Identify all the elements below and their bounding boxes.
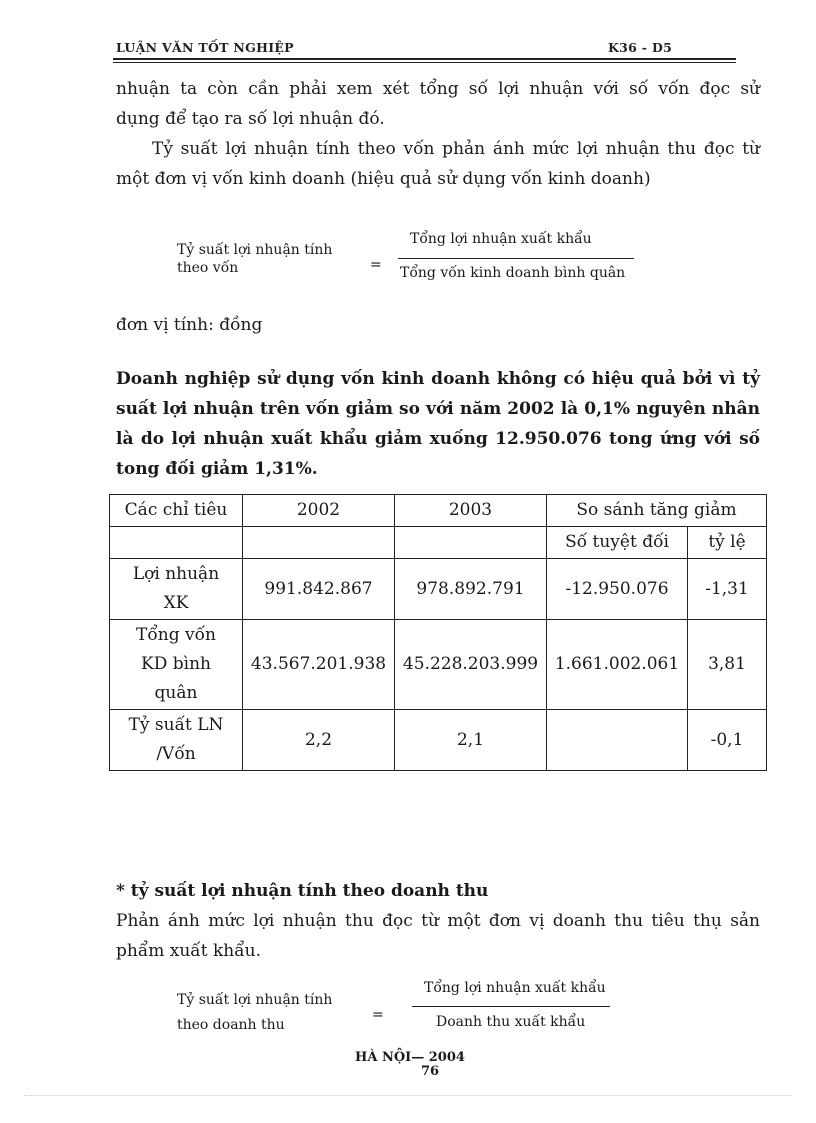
paragraph-line: Phản ánh mức lợi nhuận thu đọc từ một đơn vị doanh thu tiêu thụ sản (116, 911, 760, 931)
header-2003: 2003 (395, 495, 547, 527)
formula-label: Tỷ suất lợi nhuận tính (177, 242, 333, 258)
header-2002: 2002 (243, 495, 395, 527)
row-label: Tổng vốn KD bình quân (110, 620, 243, 710)
formula-numerator: Tổng lợi nhuận xuất khẩu (410, 231, 592, 247)
cell-absolute: -12.950.076 (547, 559, 688, 620)
empty-cell (110, 527, 243, 559)
header-title: LUẬN VĂN TỐT NGHIỆP (116, 40, 294, 55)
paragraph-line: Tỷ suất lợi nhuận tính theo vốn phản ánh mức lợi nhuận thu đọc từ (152, 139, 760, 159)
footer-place-year: HÀ NỘI— 2004 (355, 1050, 465, 1065)
formula-denominator: Tổng vốn kinh doanh bình quân (400, 265, 626, 281)
header-absolute: Số tuyệt đối (547, 527, 688, 559)
formula-numerator: Tổng lợi nhuận xuất khẩu (424, 980, 606, 996)
table-subheader-row (110, 527, 767, 559)
header-comparison: So sánh tăng giảm (547, 495, 767, 527)
table-header-row (110, 495, 767, 527)
fraction-line (412, 1006, 610, 1007)
header-ratio: tỷ lệ (688, 527, 767, 559)
bold-paragraph-line: Doanh nghiệp sử dụng vốn kinh doanh không có hiệu quả bởi vì tỷ (116, 369, 760, 389)
paragraph-line: dụng để tạo ra số lợi nhuận đó. (116, 109, 385, 129)
paragraph-line: một đơn vị vốn kinh doanh (hiệu quả sử dụng vốn kinh doanh) (116, 169, 651, 189)
cell-2002: 2,2 (243, 710, 395, 771)
cell-ratio: -0,1 (688, 710, 767, 771)
formula-label: theo vốn (177, 260, 239, 276)
cell-2003: 45.228.203.999 (395, 620, 547, 710)
equals-sign: = (370, 257, 382, 273)
page-bottom-border (24, 1095, 792, 1096)
empty-cell (395, 527, 547, 559)
header-rule-thin (113, 62, 736, 63)
cell-2003: 2,1 (395, 710, 547, 771)
cell-2002: 991.842.867 (243, 559, 395, 620)
table-row (110, 559, 767, 620)
cell-2002: 43.567.201.938 (243, 620, 395, 710)
formula-label: Tỷ suất lợi nhuận tính (177, 992, 333, 1008)
cell-2003: 978.892.791 (395, 559, 547, 620)
unit-note: đơn vị tính: đồng (116, 315, 263, 335)
row-label: Lợi nhuận XK (110, 559, 243, 620)
section-heading: * tỷ suất lợi nhuận tính theo doanh thu (116, 881, 489, 901)
empty-cell (243, 527, 395, 559)
cell-ratio: -1,31 (688, 559, 767, 620)
page-number: 76 (420, 1064, 440, 1079)
bold-paragraph-line: tong đối giảm 1,31%. (116, 459, 318, 479)
cell-absolute: 1.661.002.061 (547, 620, 688, 710)
fraction-line (398, 258, 634, 259)
formula-label: theo doanh thu (177, 1017, 285, 1033)
table-row (110, 620, 767, 710)
cell-absolute (547, 710, 688, 771)
table-row (110, 710, 767, 771)
equals-sign: = (372, 1007, 384, 1023)
header-rule-thick (113, 58, 736, 60)
paragraph-line: phẩm xuất khẩu. (116, 941, 261, 961)
header-class-code: K36 - D5 (608, 40, 673, 55)
row-label: Tỷ suất LN /Vốn (110, 710, 243, 771)
bold-paragraph-line: là do lợi nhuận xuất khẩu giảm xuống 12.950.076 tong ứng với số (116, 429, 760, 449)
paragraph-line: nhuận ta còn cần phải xem xét tổng số lợi nhuận với số vốn đọc sử (116, 79, 760, 99)
cell-ratio: 3,81 (688, 620, 767, 710)
formula-denominator: Doanh thu xuất khẩu (436, 1014, 586, 1030)
header-indicator: Các chỉ tiêu (110, 495, 243, 527)
profit-table (109, 494, 767, 771)
bold-paragraph-line: suất lợi nhuận trên vốn giảm so với năm 2002 là 0,1% nguyên nhân (116, 399, 760, 419)
